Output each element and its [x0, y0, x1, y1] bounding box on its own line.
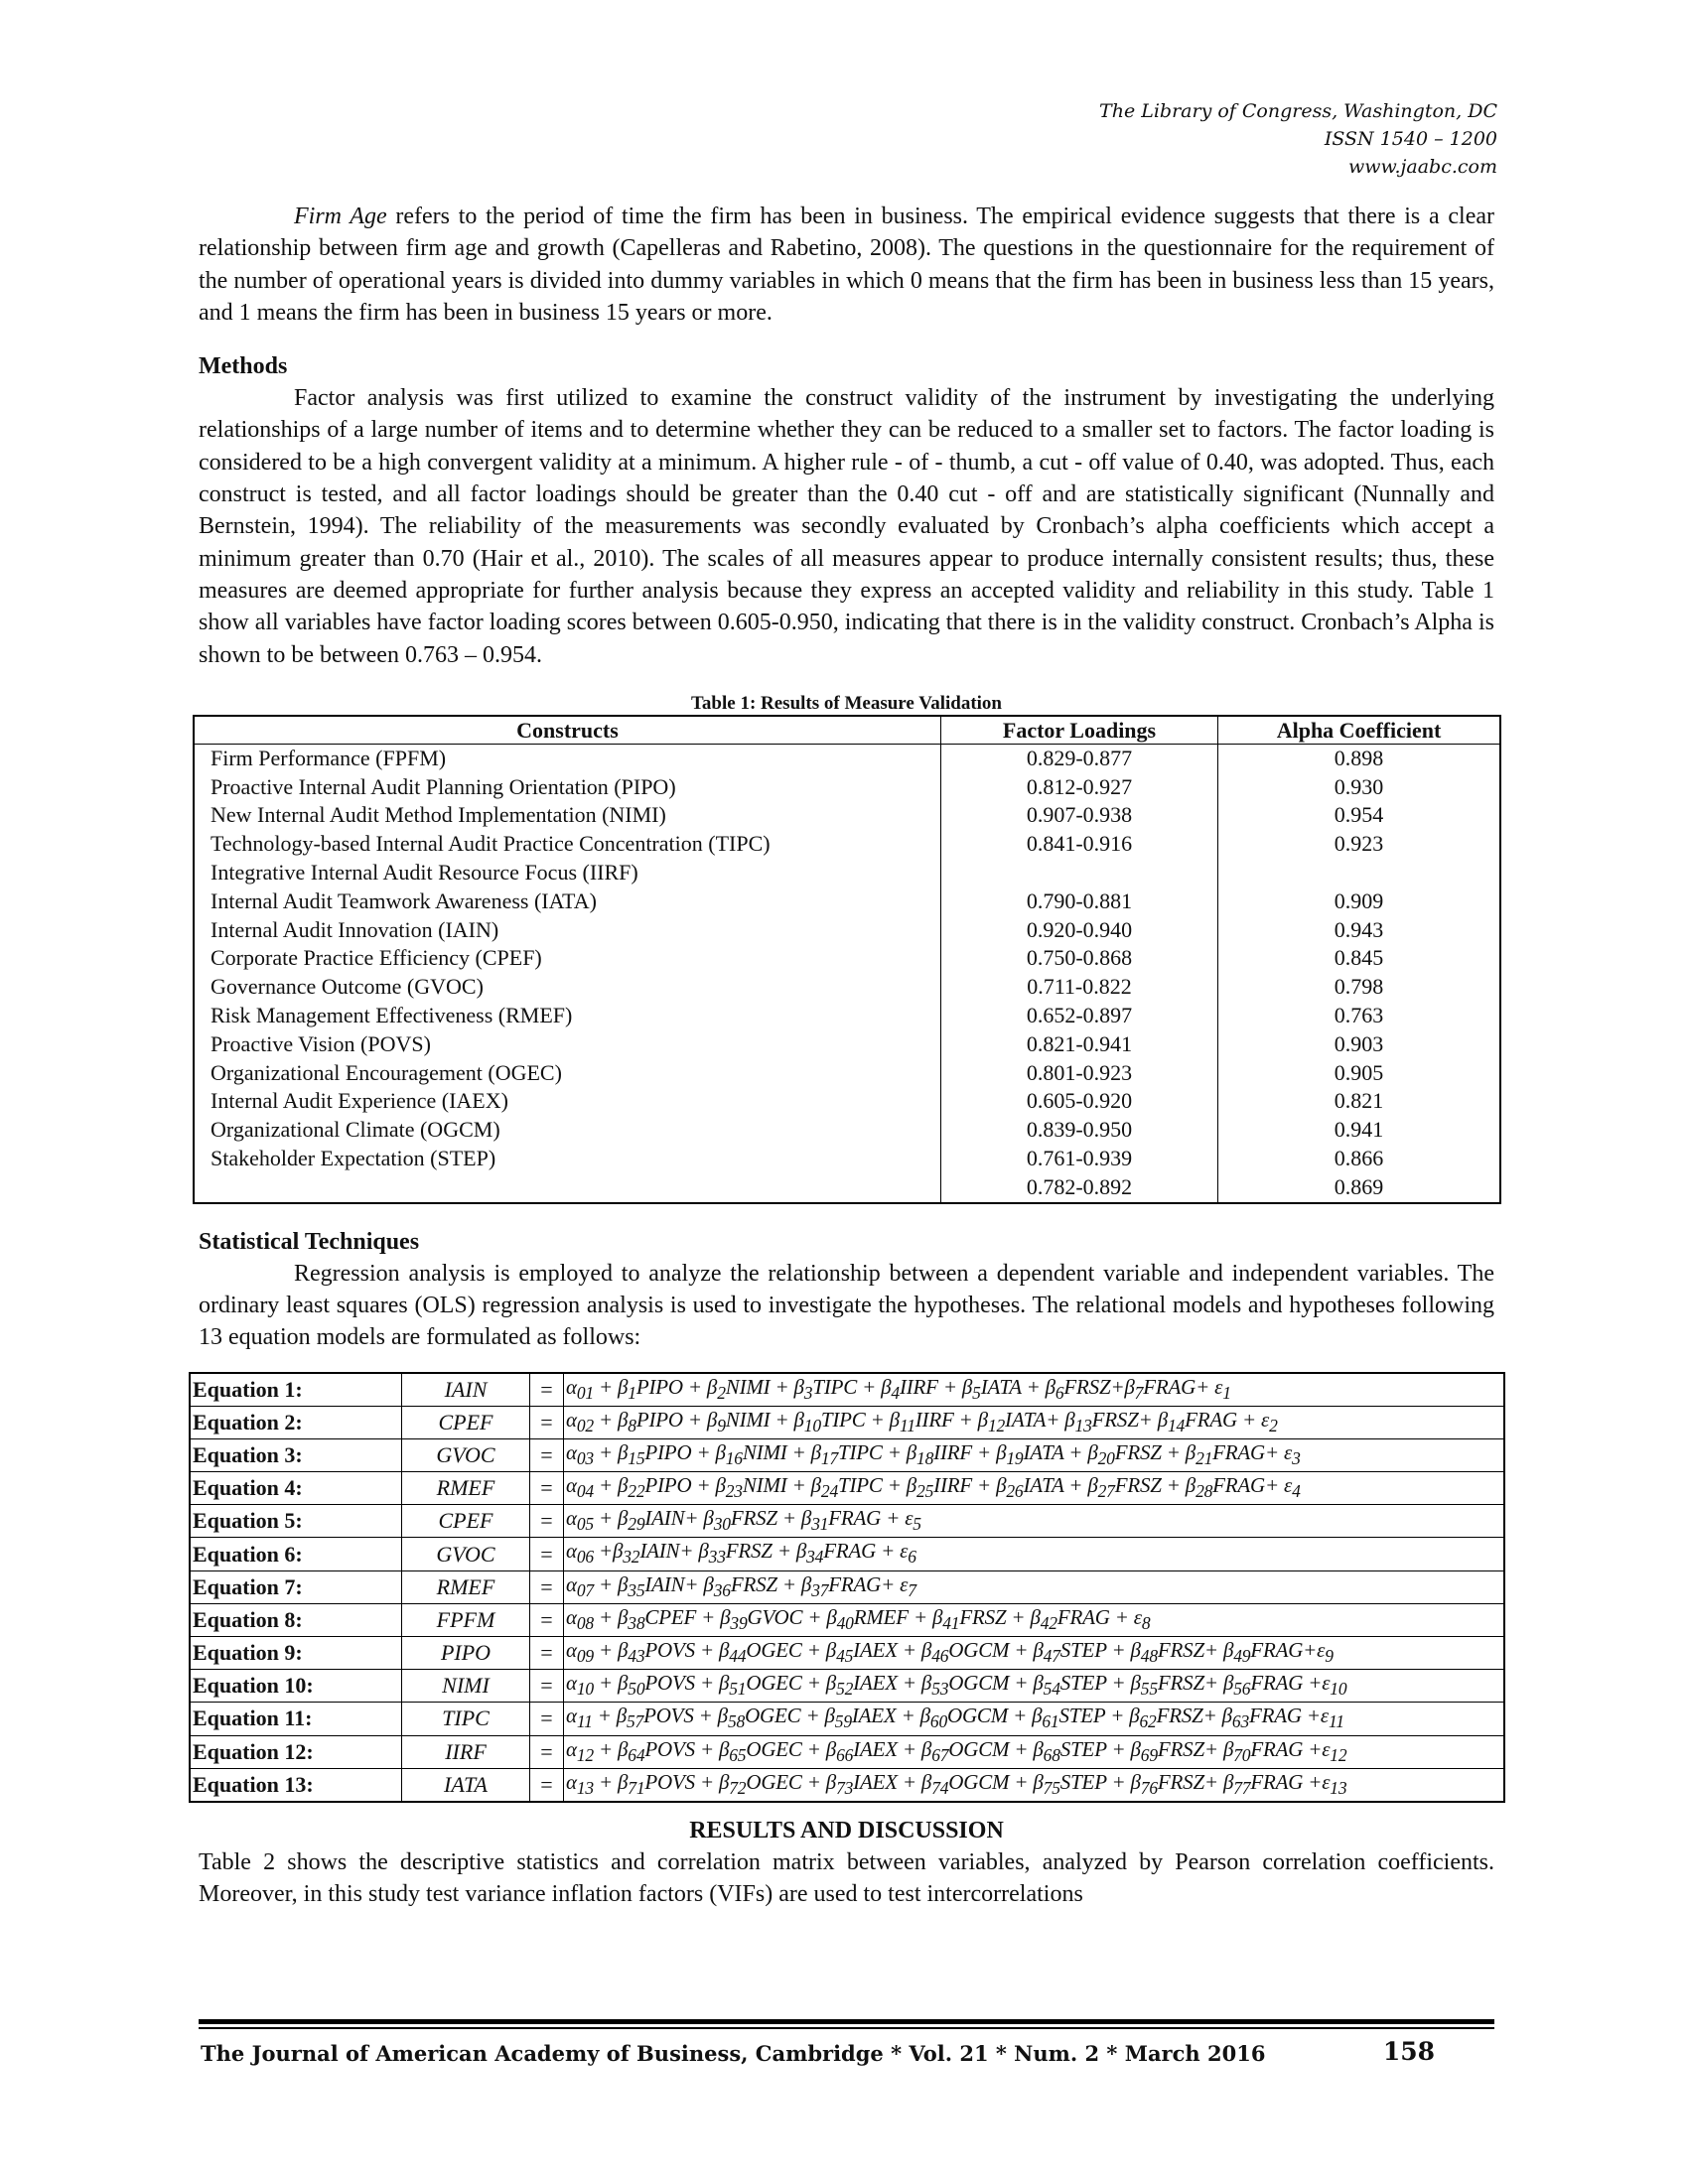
equation-row	[190, 1438, 1504, 1471]
factor-loading-cell: 0.782-0.892	[941, 1173, 1218, 1203]
alpha-cell	[1218, 859, 1501, 887]
equation-expression: $\alpha_{03}$ + $\beta_{15}PIPO$ + $\beta_{16}NIMI$ + $\beta_{17}TIPC$ + $\beta_{18}IIRF$ + $\beta_{19}IATA$ + $\beta_{20}FRSZ$ + $\beta_{21}FRAG+ \varepsilon_3$	[564, 1438, 1505, 1471]
table-row	[194, 1030, 1500, 1059]
running-header	[1099, 97, 1497, 181]
factor-loading-cell: 0.711-0.822	[941, 973, 1218, 1002]
alpha-cell: 0.866	[1218, 1145, 1501, 1173]
equation-label: Equation 2:	[190, 1406, 402, 1438]
equation-expression: $\alpha_{12}$ + $\beta_{64}POVS$ + $\beta_{65}OGEC$ + $\beta_{66}IAEX$ + $\beta_{67}OGCM$ + $\beta_{68}STEP$ + $\beta_{69}FRSZ+$ $\beta_{70}FRAG +\varepsilon_{12}$	[564, 1735, 1505, 1768]
alpha-cell: 0.943	[1218, 916, 1501, 945]
footer-journal: The Journal of American Academy of Business, Cambridge * Vol. 21 * Num. 2 * March 2016	[201, 2041, 1266, 2066]
dependent-variable: TIPC	[402, 1703, 530, 1735]
equation-expression: $\alpha_{08}$ + $\beta_{38}CPEF$ + $\beta_{39}GVOC$ + $\beta_{40}RMEF$ + $\beta_{41}FRSZ$ + $\beta_{42}FRAG + \varepsilon_8$	[564, 1603, 1505, 1636]
alpha-cell: 0.898	[1218, 744, 1501, 772]
dependent-variable: PIPO	[402, 1637, 530, 1670]
equation-label: Equation 5:	[190, 1505, 402, 1538]
table-row	[194, 1087, 1500, 1116]
factor-loading-cell: 0.750-0.868	[941, 944, 1218, 973]
factor-loading-cell: 0.761-0.939	[941, 1145, 1218, 1173]
construct-cell: Stakeholder Expectation (STEP)	[194, 1145, 941, 1173]
alpha-cell: 0.845	[1218, 944, 1501, 973]
page-number: 158	[1382, 2037, 1435, 2066]
equals-sign: =	[530, 1570, 564, 1603]
construct-cell: Organizational Climate (OGCM)	[194, 1116, 941, 1145]
factor-loading-cell: 0.790-0.881	[941, 887, 1218, 916]
equation-row	[190, 1735, 1504, 1768]
dependent-variable: RMEF	[402, 1570, 530, 1603]
equation-row	[190, 1670, 1504, 1703]
equation-expression: $\alpha_{13}$ + $\beta_{71}POVS$ + $\beta_{72}OGEC$ + $\beta_{73}IAEX$ + $\beta_{74}OGCM$ + $\beta_{75}STEP$ + $\beta_{76}FRSZ+$ $\beta_{77}FRAG +\varepsilon_{13}$	[564, 1768, 1505, 1802]
construct-cell	[194, 1173, 941, 1203]
factor-loading-cell: 0.907-0.938	[941, 801, 1218, 830]
equations-body	[190, 1373, 1504, 1802]
dependent-variable: CPEF	[402, 1406, 530, 1438]
page-body	[193, 201, 1494, 1911]
equations-table	[189, 1372, 1505, 1803]
factor-loading-cell: 0.801-0.923	[941, 1059, 1218, 1088]
dependent-variable: IIRF	[402, 1735, 530, 1768]
table-row	[194, 773, 1500, 802]
results-heading: RESULTS AND DISCUSSION	[689, 1817, 1004, 1843]
table-row	[194, 859, 1500, 887]
equation-expression: $\alpha_{06}$ $+\beta_{32}IAIN+$ $\beta_{33}FRSZ$ + $\beta_{34}FRAG + \varepsilon_6$	[564, 1538, 1505, 1570]
dependent-variable: CPEF	[402, 1505, 530, 1538]
footer-rule-thin	[199, 2027, 1494, 2029]
equation-row	[190, 1570, 1504, 1603]
equals-sign: =	[530, 1406, 564, 1438]
equals-sign: =	[530, 1768, 564, 1802]
table-row	[194, 887, 1500, 916]
equation-label: Equation 6:	[190, 1538, 402, 1570]
equation-row	[190, 1703, 1504, 1735]
stats-paragraph: Regression analysis is employed to analyze the relationship between a dependent variable and independent variables. The ordinary least squares (OLS) regression analysis is used to investigate the hypotheses. The relational models and hypotheses following 13 equation models are formulated as follows:	[199, 1260, 1494, 1351]
alpha-cell: 0.954	[1218, 801, 1501, 830]
alpha-cell: 0.909	[1218, 887, 1501, 916]
alpha-cell: 0.905	[1218, 1059, 1501, 1088]
methods-paragraph: Factor analysis was first utilized to examine the construct validity of the instrument by investigating the underlying relationships of a large number of items and to determine whether they can be reduced to a smaller set to factors. The factor loading is considered to be a high convergent validity at a minimum. A higher rule - of - thumb, a cut - off value of 0.40, was adopted. Thus, each construct is tested, and all factor loadings should be greater than the 0.40 cut - off and are statistically significant (Nunnally and Bernstein, 1994). The reliability of the measurements was secondly evaluated by Cronbach’s alpha coefficients which accept a minimum greater than 0.70 (Hair et al., 2010). The scales of all measures appear to produce internally consistent results; thus, these measures are deemed appropriate for further analysis because they express an accepted validity and reliability in this study. Table 1 show all variables have factor loading scores between 0.605-0.950, indicating that there is in the validity construct. Cronbach’s Alpha is shown to be between 0.763 – 0.954.	[199, 385, 1494, 668]
table1-header-alpha: Alpha Coefficient	[1218, 716, 1501, 745]
construct-cell: Corporate Practice Efficiency (CPEF)	[194, 944, 941, 973]
construct-cell: Internal Audit Innovation (IAIN)	[194, 916, 941, 945]
equals-sign: =	[530, 1538, 564, 1570]
header-line-1: The Library of Congress, Washington, DC	[1099, 100, 1497, 122]
equation-row	[190, 1603, 1504, 1636]
equation-label: Equation 13:	[190, 1768, 402, 1802]
equation-label: Equation 12:	[190, 1735, 402, 1768]
construct-cell: Firm Performance (FPFM)	[194, 744, 941, 772]
equation-label: Equation 9:	[190, 1637, 402, 1670]
factor-loading-cell: 0.839-0.950	[941, 1116, 1218, 1145]
measure-validation-table	[193, 715, 1501, 1204]
equals-sign: =	[530, 1735, 564, 1768]
equals-sign: =	[530, 1670, 564, 1703]
construct-cell: Technology-based Internal Audit Practice Concentration (TIPC)	[194, 830, 941, 859]
equation-label: Equation 4:	[190, 1472, 402, 1505]
table1-caption: Table 1: Results of Measure Validation	[690, 692, 1002, 714]
equation-label: Equation 3:	[190, 1438, 402, 1471]
table1-body	[194, 744, 1500, 1202]
equation-row	[190, 1505, 1504, 1538]
factor-loading-cell	[941, 859, 1218, 887]
results-paragraph: Table 2 shows the descriptive statistics and correlation matrix between variables, analyzed by Pearson correlation coefficients. Moreover, in this study test variance inflation factors (VIFs) are used to test intercorrelations	[199, 1848, 1494, 1908]
intro-text: refers to the period of time the firm has been in business. The empirical evidence suggests that there is a clear relationship between firm age and growth (Capelleras and Rabetino, 2008). The questions in the questionnaire for the requirement of the number of operational years is divided into dummy variables in which 0 means that the firm has been in business less than 15 years, and 1 means the firm has been in business 15 years or more.	[199, 204, 1494, 326]
equals-sign: =	[530, 1505, 564, 1538]
equation-expression: $\alpha_{04}$ + $\beta_{22}PIPO$ + $\beta_{23}NIMI$ + $\beta_{24}TIPC$ + $\beta_{25}IIRF$ + $\beta_{26}IATA$ + $\beta_{27}FRSZ$ + $\beta_{28}FRAG+ \varepsilon_4$	[564, 1472, 1505, 1505]
alpha-cell: 0.923	[1218, 830, 1501, 859]
equation-expression: $\alpha_{05}$ + $\beta_{29}IAIN+$ $\beta_{30}FRSZ$ + $\beta_{31}FRAG + \varepsilon_5$	[564, 1505, 1505, 1538]
construct-cell: Governance Outcome (GVOC)	[194, 973, 941, 1002]
factor-loading-cell: 0.605-0.920	[941, 1087, 1218, 1116]
alpha-cell: 0.941	[1218, 1116, 1501, 1145]
table-row	[194, 1173, 1500, 1203]
equation-row	[190, 1637, 1504, 1670]
factor-loading-cell: 0.829-0.877	[941, 744, 1218, 772]
table-row	[194, 744, 1500, 772]
equation-row	[190, 1538, 1504, 1570]
construct-cell: Proactive Vision (POVS)	[194, 1030, 941, 1059]
table1-header-factor-loadings: Factor Loadings	[941, 716, 1218, 745]
equation-label: Equation 1:	[190, 1373, 402, 1407]
equation-row	[190, 1406, 1504, 1438]
equals-sign: =	[530, 1703, 564, 1735]
table-row	[194, 944, 1500, 973]
dependent-variable: IAIN	[402, 1373, 530, 1407]
equals-sign: =	[530, 1438, 564, 1471]
factor-loading-cell: 0.812-0.927	[941, 773, 1218, 802]
table-row	[194, 1059, 1500, 1088]
stats-heading: Statistical Techniques	[199, 1228, 420, 1255]
equation-row	[190, 1373, 1504, 1407]
equation-expression: $\alpha_{09}$ + $\beta_{43}POVS$ + $\beta_{44}OGEC$ + $\beta_{45}IAEX$ + $\beta_{46}OGCM$ + $\beta_{47}STEP$ + $\beta_{48}FRSZ+$ $\beta_{49}FRAG+\varepsilon_9$	[564, 1637, 1505, 1670]
intro-paragraph	[199, 201, 1494, 329]
alpha-cell: 0.903	[1218, 1030, 1501, 1059]
page-footer	[201, 2037, 1496, 2071]
table-row	[194, 830, 1500, 859]
methods-heading: Methods	[199, 353, 288, 380]
factor-loading-cell: 0.841-0.916	[941, 830, 1218, 859]
dependent-variable: FPFM	[402, 1603, 530, 1636]
alpha-cell: 0.930	[1218, 773, 1501, 802]
equation-expression: $\alpha_{11}$ + $\beta_{57}POVS$ + $\beta_{58}OGEC$ + $\beta_{59}IAEX$ + $\beta_{60}OGCM$ + $\beta_{61}STEP$ + $\beta_{62}FRSZ+$ $\beta_{63}FRAG +\varepsilon_{11}$	[564, 1703, 1505, 1735]
header-line-3: www.jaabc.com	[1347, 156, 1497, 178]
equation-row	[190, 1768, 1504, 1802]
equation-label: Equation 7:	[190, 1570, 402, 1603]
equation-label: Equation 11:	[190, 1703, 402, 1735]
dependent-variable: NIMI	[402, 1670, 530, 1703]
factor-loading-cell: 0.821-0.941	[941, 1030, 1218, 1059]
table-row	[194, 801, 1500, 830]
equals-sign: =	[530, 1603, 564, 1636]
equals-sign: =	[530, 1472, 564, 1505]
equation-label: Equation 10:	[190, 1670, 402, 1703]
table-row	[194, 973, 1500, 1002]
equals-sign: =	[530, 1373, 564, 1407]
construct-cell: Integrative Internal Audit Resource Focus (IIRF)	[194, 859, 941, 887]
construct-cell: Risk Management Effectiveness (RMEF)	[194, 1002, 941, 1030]
construct-cell: Internal Audit Experience (IAEX)	[194, 1087, 941, 1116]
intro-term: Firm Age	[294, 204, 387, 229]
equals-sign: =	[530, 1637, 564, 1670]
alpha-cell: 0.869	[1218, 1173, 1501, 1203]
factor-loading-cell: 0.652-0.897	[941, 1002, 1218, 1030]
table-row	[194, 1002, 1500, 1030]
table1-header-constructs: Constructs	[194, 716, 941, 745]
alpha-cell: 0.798	[1218, 973, 1501, 1002]
dependent-variable: GVOC	[402, 1438, 530, 1471]
construct-cell: Organizational Encouragement (OGEC)	[194, 1059, 941, 1088]
footer-rule-thick	[199, 2019, 1494, 2024]
dependent-variable: RMEF	[402, 1472, 530, 1505]
table-row	[194, 916, 1500, 945]
equation-label: Equation 8:	[190, 1603, 402, 1636]
dependent-variable: GVOC	[402, 1538, 530, 1570]
equation-expression: $\alpha_{10}$ + $\beta_{50}POVS$ + $\beta_{51}OGEC$ + $\beta_{52}IAEX$ + $\beta_{53}OGCM$ + $\beta_{54}STEP$ + $\beta_{55}FRSZ+$ $\beta_{56}FRAG +\varepsilon_{10}$	[564, 1670, 1505, 1703]
construct-cell: Proactive Internal Audit Planning Orientation (PIPO)	[194, 773, 941, 802]
equation-expression: $\alpha_{02}$ + $\beta_8PIPO$ + $\beta_9NIMI$ + $\beta_{10}TIPC$ + $\beta_{11}IIRF$ + $\beta_{12}IATA+$ $\beta_{13}FRSZ+$ $\beta_{14}FRAG + \varepsilon_2$	[564, 1406, 1505, 1438]
table-row	[194, 1116, 1500, 1145]
construct-cell: Internal Audit Teamwork Awareness (IATA)	[194, 887, 941, 916]
dependent-variable: IATA	[402, 1768, 530, 1802]
header-line-2: ISSN 1540 – 1200	[1324, 128, 1497, 150]
equation-expression: $\alpha_{07}$ + $\beta_{35}IAIN+$ $\beta_{36}FRSZ$ + $\beta_{37}FRAG+ \varepsilon_7$	[564, 1570, 1505, 1603]
table-row	[194, 1145, 1500, 1173]
table1-header-row	[194, 716, 1500, 745]
factor-loading-cell: 0.920-0.940	[941, 916, 1218, 945]
alpha-cell: 0.821	[1218, 1087, 1501, 1116]
equation-row	[190, 1472, 1504, 1505]
construct-cell: New Internal Audit Method Implementation (NIMI)	[194, 801, 941, 830]
equation-expression: $\alpha_{01}$ + $\beta_1PIPO$ + $\beta_2NIMI$ + $\beta_3TIPC$ + $\beta_4IIRF$ + $\beta_5IATA$ + $\beta_6FRSZ+\beta_7FRAG+ \varepsilon_1$	[564, 1373, 1505, 1407]
alpha-cell: 0.763	[1218, 1002, 1501, 1030]
